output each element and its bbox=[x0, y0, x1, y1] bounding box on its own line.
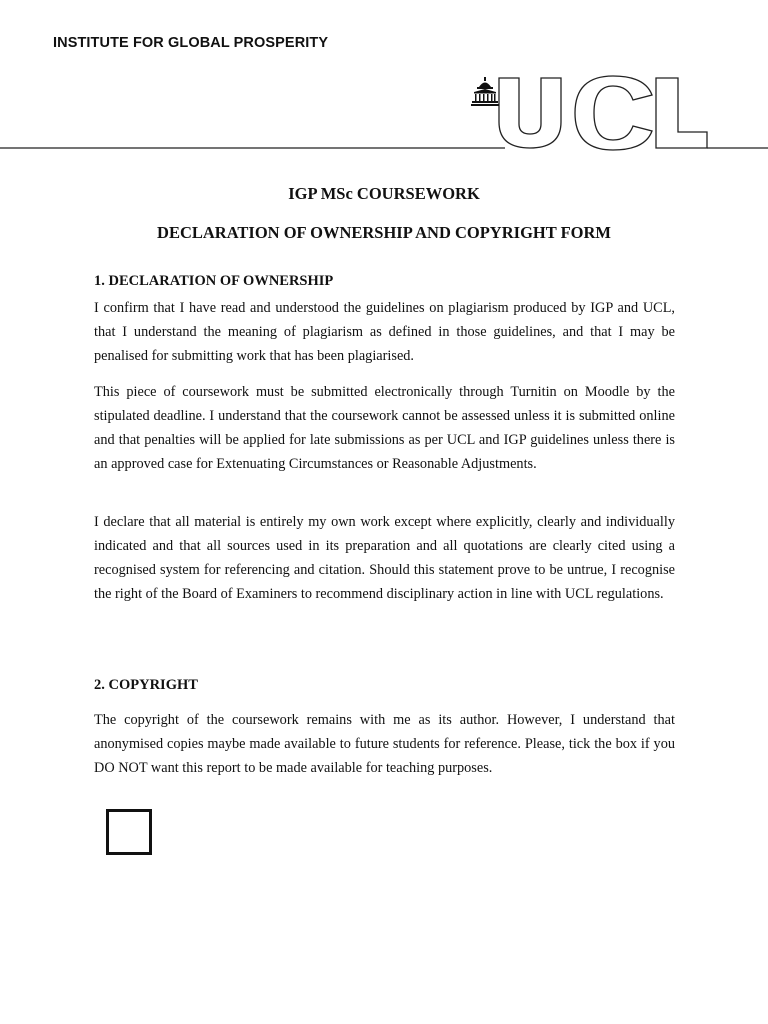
section-heading-copyright: 2. COPYRIGHT bbox=[94, 677, 198, 693]
coursework-title: IGP MSc COURSEWORK bbox=[288, 184, 480, 203]
ownership-paragraph-3: I declare that all material is entirely my own work except where explicitly, clearly and individually indicated and that all sources used in its preparation and all quotations are clearly cited using a recognised system for referencing and citation. Should this statement prove to be untrue, I recognise the right of the Board of Examiners to recommend disciplinary action in line with UCL regulations. bbox=[94, 514, 675, 602]
portico-icon bbox=[471, 77, 499, 106]
institute-name: INSTITUTE FOR GLOBAL PROSPERITY bbox=[53, 35, 329, 51]
opt-out-checkbox[interactable] bbox=[106, 809, 152, 855]
ownership-paragraph-1: I confirm that I have read and understood the guidelines on plagiarism produced by IGP and UCL, that I understand the meaning of plagiarism as defined in those guidelines, and that I may be penalised for submitting work that has been plagiarised. bbox=[94, 300, 675, 364]
ownership-paragraph-2: This piece of coursework must be submitted electronically through Turnitin on Moodle by the stipulated deadline. I understand that the coursework cannot be assessed unless it is submitted online and that penalties will be applied for late submissions as per UCL and IGP guidelines unless there is an approved case for Extenuating Circumstances or Reasonable Adjustments. bbox=[94, 384, 675, 472]
copyright-paragraph: The copyright of the coursework remains with me as its author. However, I understand that anonymised copies maybe made available to future students for reference. Please, tick the box if you DO NOT want this report to be made available for teaching purposes. bbox=[94, 712, 675, 776]
ucl-logo bbox=[0, 70, 768, 152]
form-title: DECLARATION OF OWNERSHIP AND COPYRIGHT FORM bbox=[157, 223, 611, 242]
section-heading-ownership: 1. DECLARATION OF OWNERSHIP bbox=[94, 273, 334, 289]
